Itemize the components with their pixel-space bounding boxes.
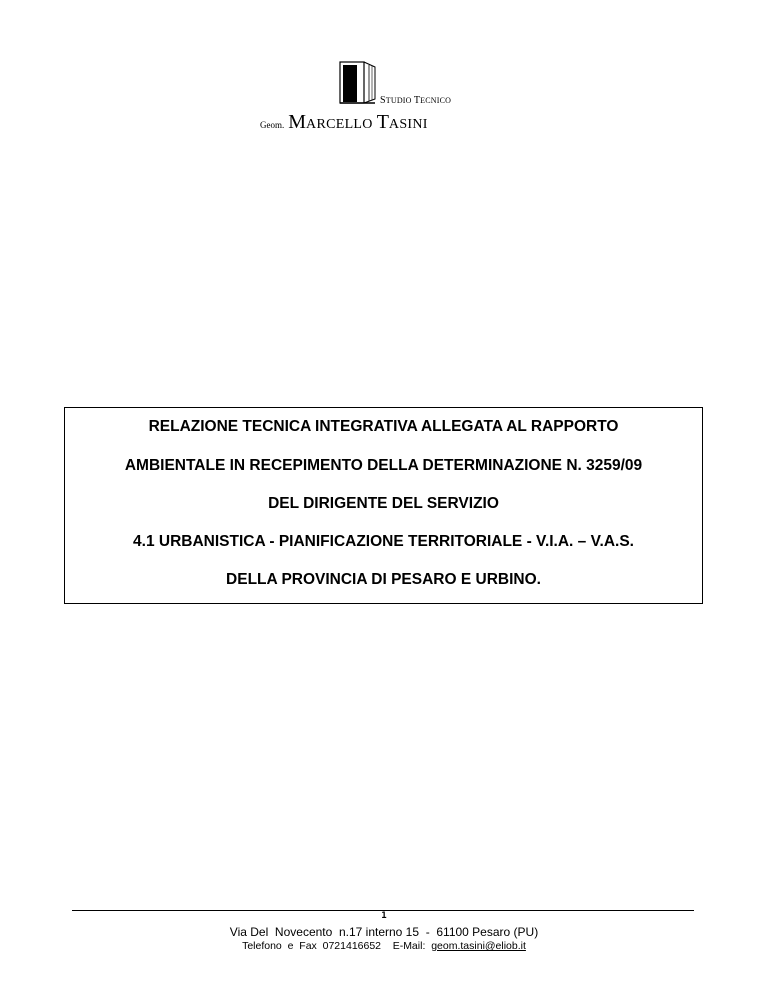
studio-logo-icon: [339, 61, 379, 104]
last-name-cap: T: [376, 111, 389, 133]
surveyor-name: [260, 111, 428, 134]
page-number: 1: [381, 911, 387, 921]
footer-phone-label: Telefono e Fax 0721416652 E-Mail:: [242, 940, 432, 952]
studio-label-first-rest: TUDIO: [385, 96, 412, 105]
studio-label-second-cap: T: [413, 95, 421, 106]
studio-label-second-rest: ECNICO: [420, 96, 452, 105]
studio-label-first-cap: S: [380, 95, 386, 106]
document-title-box: [64, 407, 703, 604]
first-name-rest: ARCELLO: [306, 117, 373, 132]
title-line-4: 4.1 URBANISTICA - PIANIFICAZIONE TERRITORIALE - V.I.A. – V.A.S.: [133, 533, 634, 550]
footer-email-link[interactable]: geom.tasini@eliob.it: [431, 940, 526, 952]
footer-contacts: [0, 940, 768, 952]
title-line-3: DEL DIRIGENTE DEL SERVIZIO: [268, 495, 499, 512]
name-prefix: Geom.: [260, 120, 285, 130]
title-line-5: DELLA PROVINCIA DI PESARO E URBINO.: [226, 571, 541, 588]
title-line-1: RELAZIONE TECNICA INTEGRATIVA ALLEGATA AL RAPPORTO: [148, 418, 619, 435]
studio-tecnico-label: [380, 95, 451, 106]
last-name-rest: ASINI: [388, 117, 428, 132]
first-name-cap: M: [288, 111, 307, 133]
title-line-2: AMBIENTALE IN RECEPIMENTO DELLA DETERMINAZIONE N. 3259/09: [124, 457, 643, 474]
footer-address: Via Del Novecento n.17 interno 15 - 61100 Pesaro (PU): [229, 925, 539, 939]
